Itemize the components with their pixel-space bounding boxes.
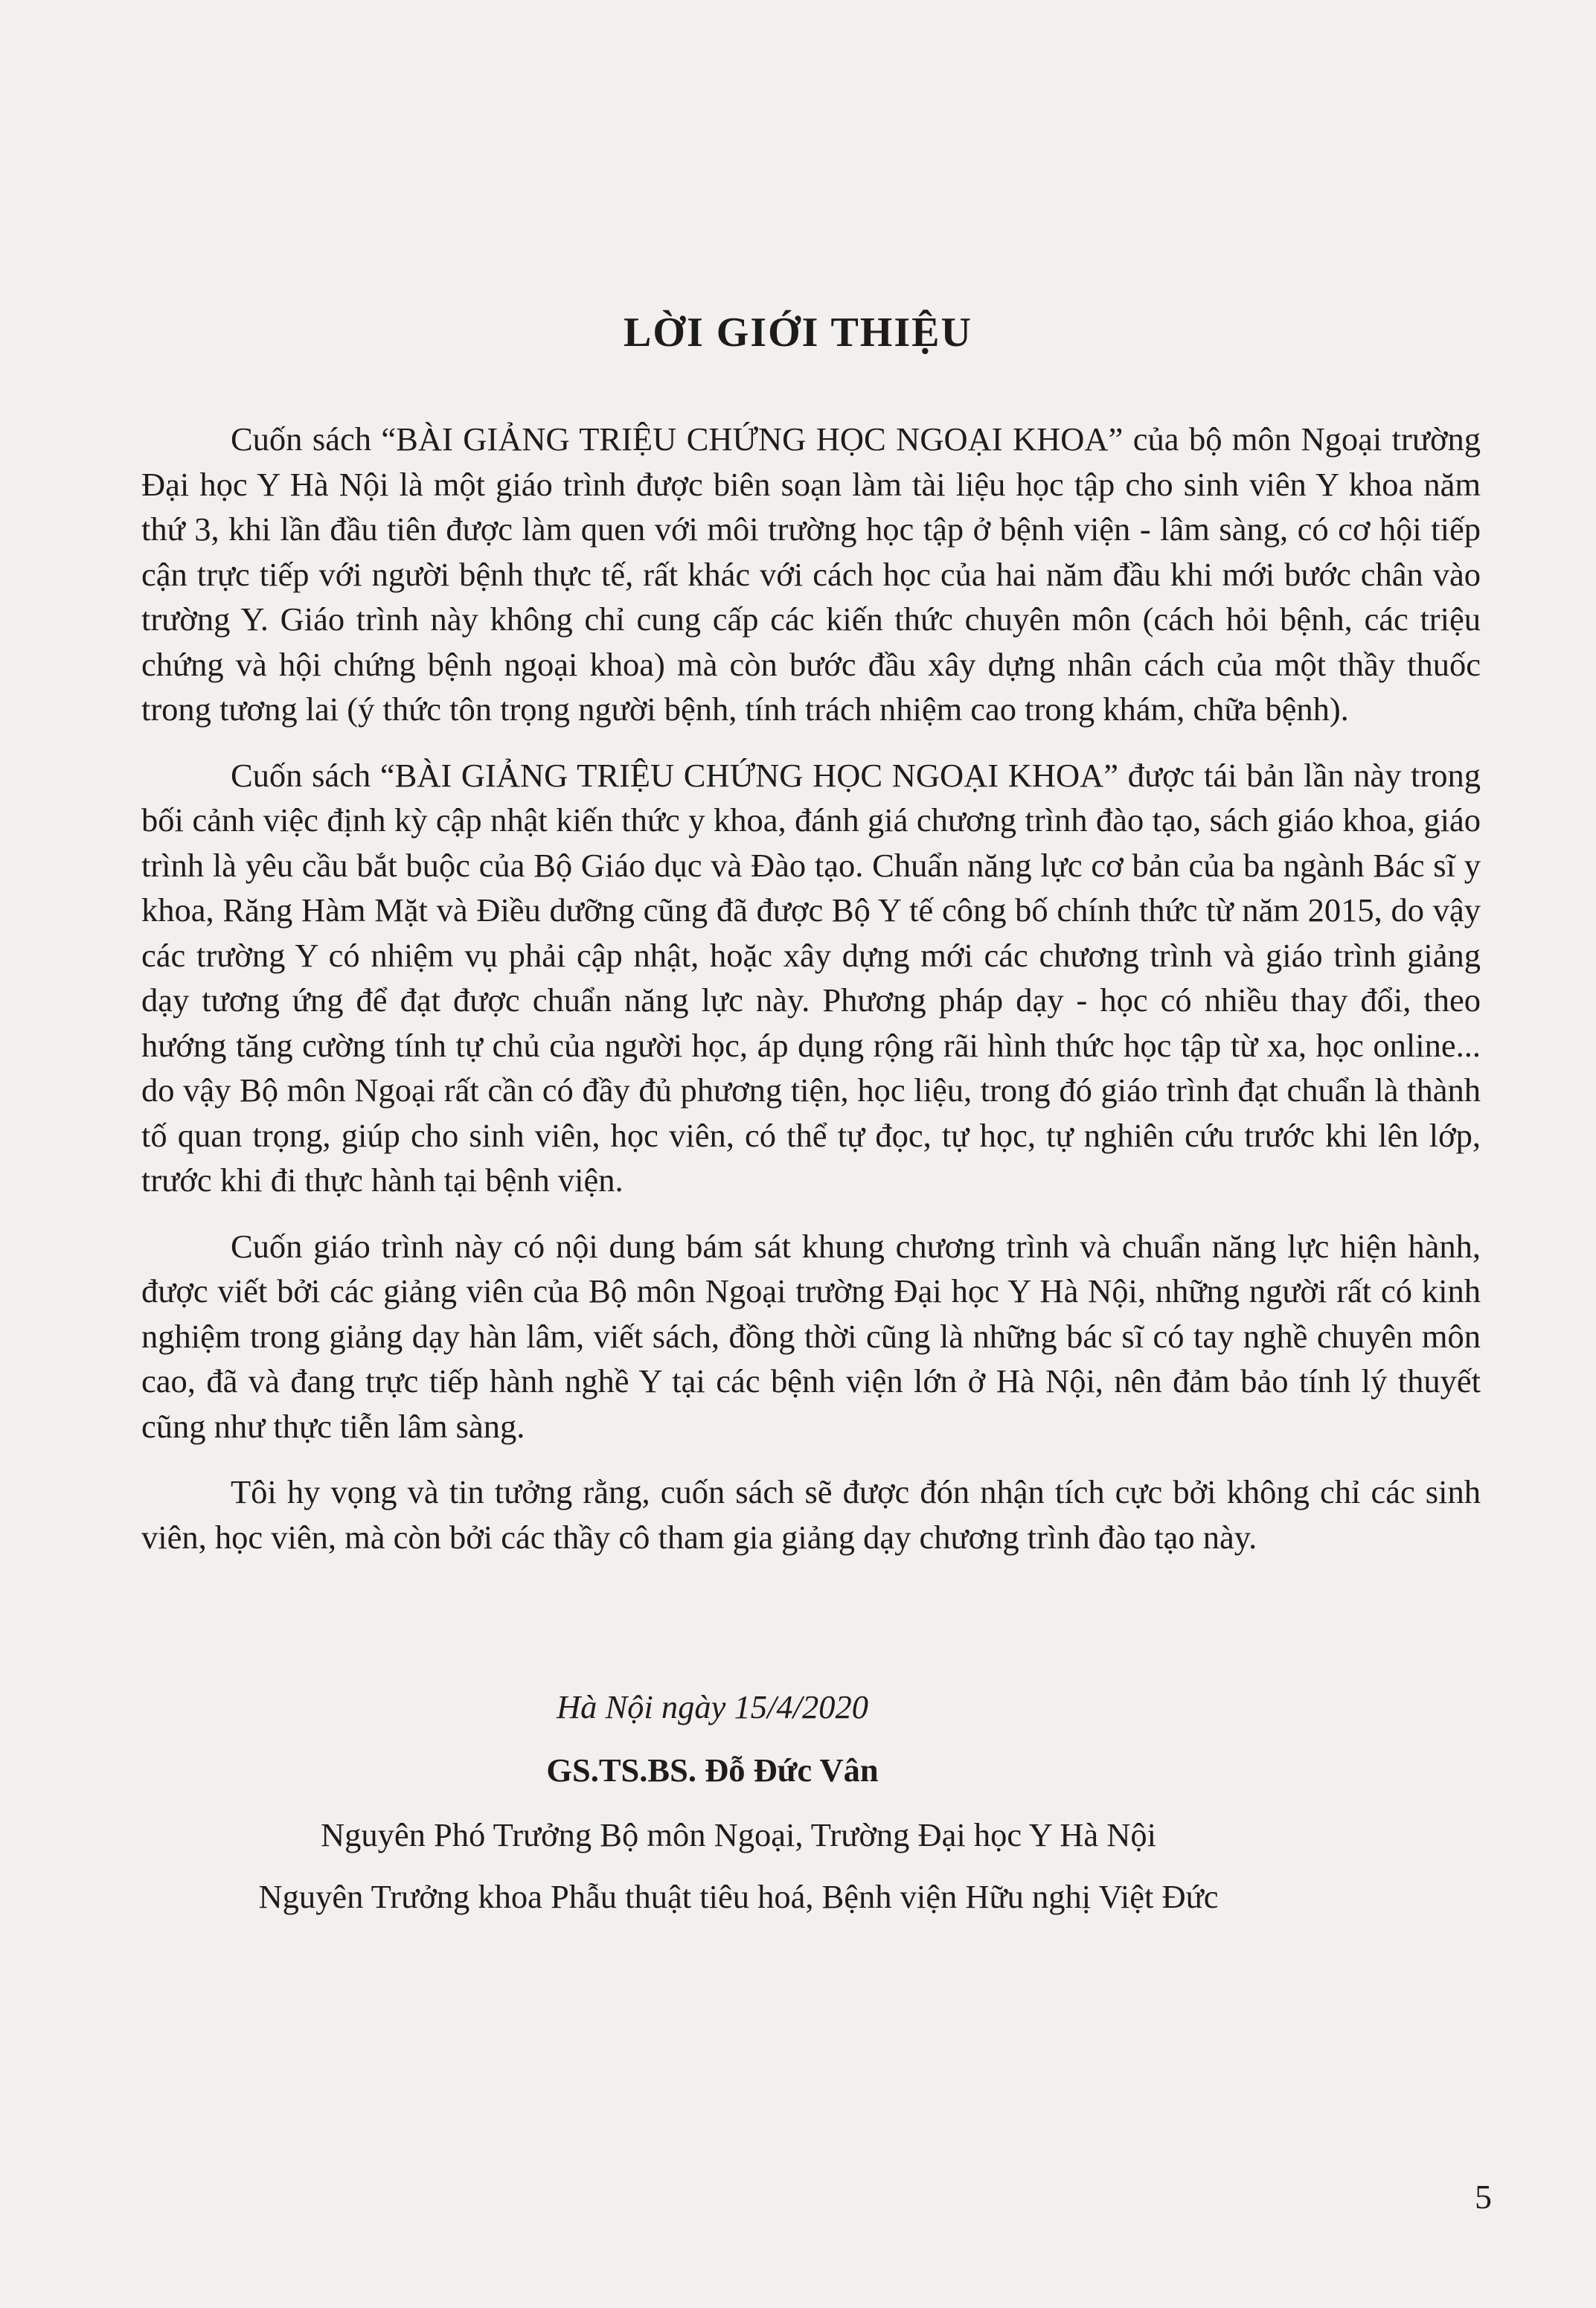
paragraph-1: Cuốn sách “BÀI GIẢNG TRIỆU CHỨNG HỌC NGOẠI KHOA” của bộ môn Ngoại trường Đại học Y Hà Nội là một giáo trình được biên soạn làm tài liệu học tập cho sinh viên Y khoa năm thứ 3, khi lần đầu tiên được làm quen với môi trường học tập ở bệnh viện - lâm sàng, có cơ hội tiếp cận trực tiếp với người bệnh thực tế, rất khác với cách học của hai năm đầu khi mới bước chân vào trường Y. Giáo trình này không chỉ cung cấp các kiến thức chuyên môn (cách hỏi bệnh, các triệu chứng và hội chứng bệnh ngoại khoa) mà còn bước đầu xây dựng nhân cách của một thầy thuốc trong tương lai (ý thức tôn trọng người bệnh, tính trách nhiệm cao trong khám, chữa bệnh).: [141, 420, 1481, 728]
paragraph-4: Tôi hy vọng và tin tưởng rằng, cuốn sách sẽ được đón nhận tích cực bởi không chỉ các sinh viên, học viên, mà còn bởi các thầy cô tham gia giảng dạy chương trình đào tạo này.: [141, 1473, 1481, 1556]
body-text: [141, 417, 1481, 1580]
paragraph-2: Cuốn sách “BÀI GIẢNG TRIỆU CHỨNG HỌC NGOẠI KHOA” được tái bản lần này trong bối cảnh việc định kỳ cập nhật kiến thức y khoa, đánh giá chương trình đào tạo, sách giáo khoa, giáo trình là yêu cầu bắt buộc của Bộ Giáo dục và Đào tạo. Chuẩn năng lực cơ bản của ba ngành Bác sĩ y khoa, Răng Hàm Mặt và Điều dưỡng cũng đã được Bộ Y tế công bố chính thức từ năm 2015, do vậy các trường Y có nhiệm vụ phải cập nhật, hoặc xây dựng mới các chương trình và giáo trình giảng dạy tương ứng để đạt được chuẩn năng lực này. Phương pháp dạy - học có nhiều thay đổi, theo hướng tăng cường tính tự chủ của người học, áp dụng rộng rãi hình thức học tập từ xa, học online... do vậy Bộ môn Ngoại rất cần có đầy đủ phương tiện, học liệu, trong đó giáo trình đạt chuẩn là thành tố quan trọng, giúp cho sinh viên, học viên, có thể tự đọc, tự học, tự nghiên cứu trước khi lên lớp, trước khi đi thực hành tại bệnh viện.: [141, 756, 1481, 1199]
paragraph-3: Cuốn giáo trình này có nội dung bám sát khung chương trình và chuẩn năng lực hiện hành, được viết bởi các giảng viên của Bộ môn Ngoại trường Đại học Y Hà Nội, những người rất có kinh nghiệm trong giảng dạy hàn lâm, viết sách, đồng thời cũng là những bác sĩ có tay nghề chuyên môn cao, đã và đang trực tiếp hành nghề Y tại các bệnh viện lớn ở Hà Nội, nên đảm bảo tính lý thuyết cũng như thực tiễn lâm sàng.: [141, 1227, 1481, 1445]
signature-date: Hà Nội ngày 15/4/2020: [556, 1688, 869, 1725]
signature-role-1: Nguyên Phó Trưởng Bộ môn Ngoại, Trường Đại học Y Hà Nội: [321, 1816, 1156, 1853]
signature-name: GS.TS.BS. Đỗ Đức Vân: [546, 1751, 879, 1789]
page-title: LỜI GIỚI THIỆU: [624, 310, 972, 356]
signature-role-2: Nguyên Trưởng khoa Phẫu thuật tiêu hoá, Bệnh viện Hữu nghị Việt Đức: [258, 1878, 1219, 1915]
page-number: 5: [1475, 2178, 1492, 2216]
